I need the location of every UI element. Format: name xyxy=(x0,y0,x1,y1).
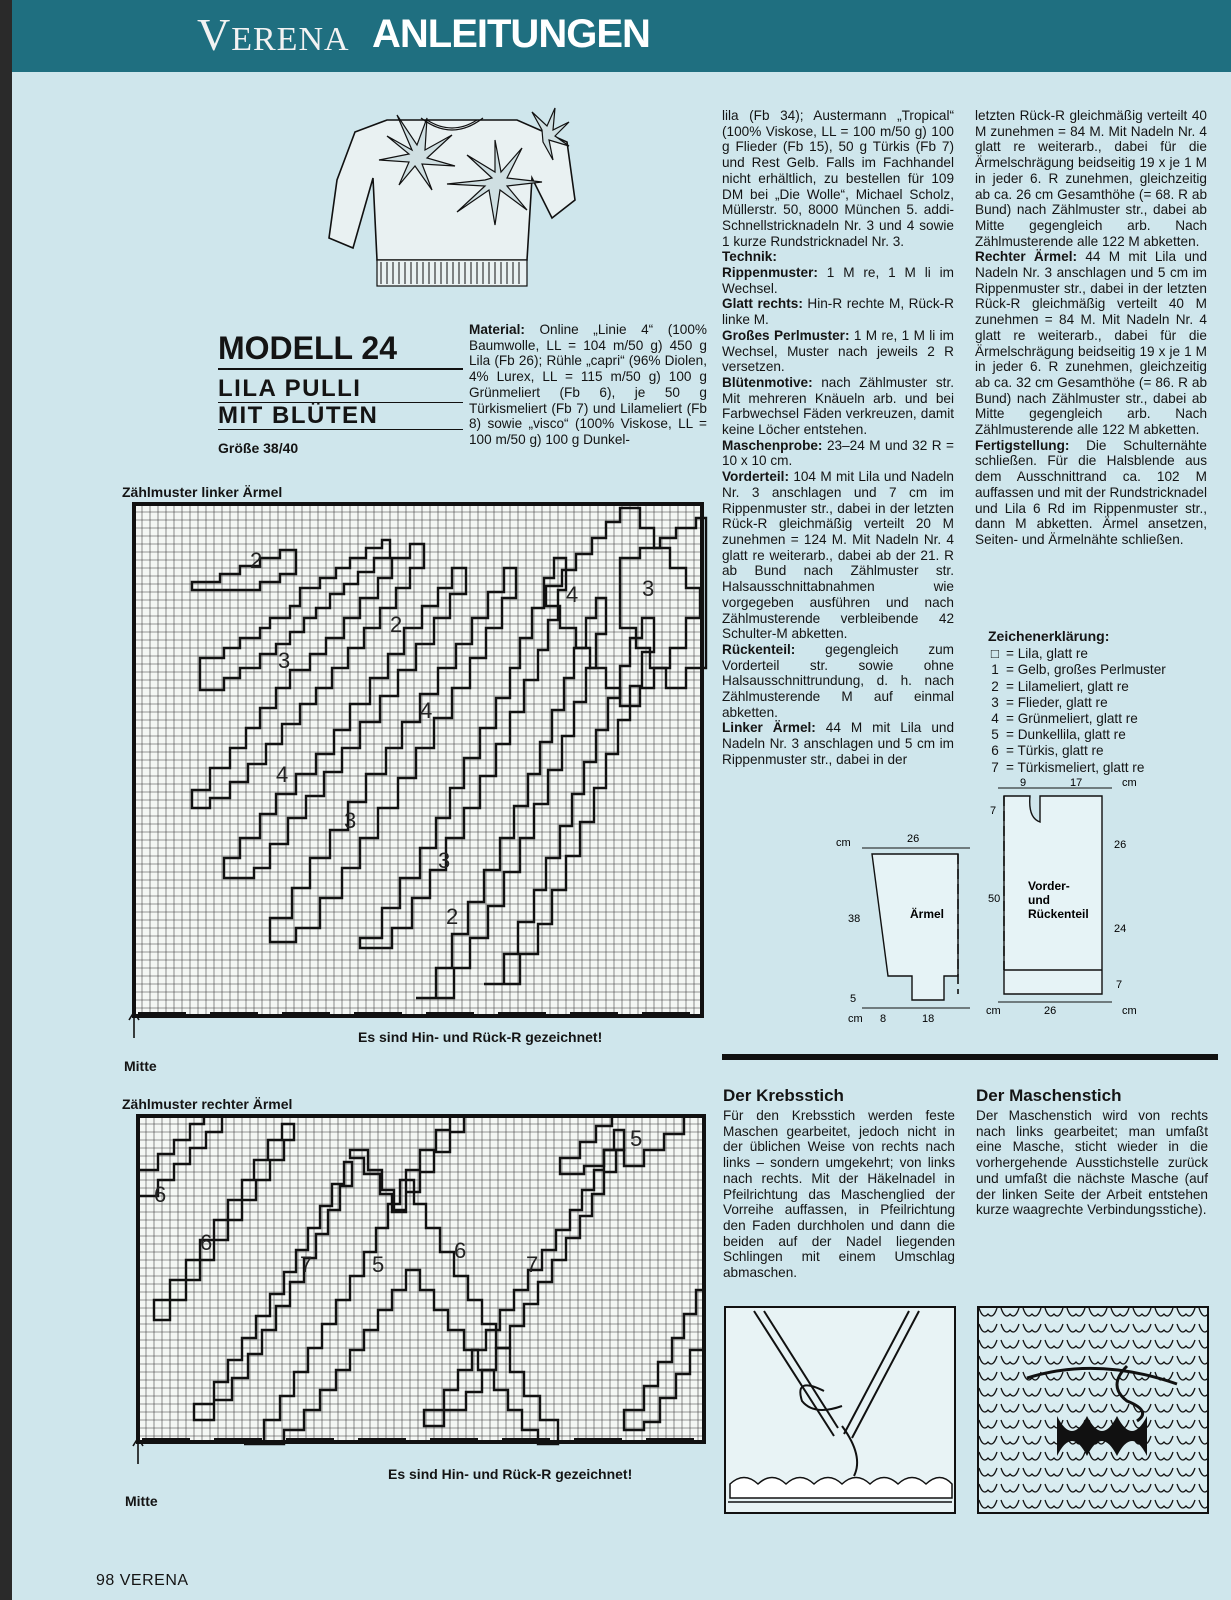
paragraph-heading: Vorderteil: xyxy=(722,469,789,485)
paragraph-text: 23–24 M und 32 R = 10 x 10 cm. xyxy=(722,437,954,469)
col2-paragraph xyxy=(722,296,954,327)
motif-color-label: 3 xyxy=(344,808,357,833)
section-divider xyxy=(722,1054,1218,1060)
chart-left-note: Es sind Hin- und Rück-R gezeichnet! xyxy=(358,1029,603,1045)
legend-item xyxy=(988,727,1166,743)
maschenstich-illustration xyxy=(977,1306,1209,1514)
motif-color-label: 7 xyxy=(526,1252,539,1277)
legend-text: = Türkis, glatt re xyxy=(1006,743,1104,759)
maschen-body: Der Maschenstich wird von rechts nach links gearbeitet; man umfaßt eine Masche, sticht wieder in die vorhergehende Ausstichstelle zurück und umfaßt die nächste Masche (auf der linken Seite der Arbeit entstehen kurze waagrechte Verbindungsstiche). xyxy=(976,1108,1208,1218)
legend-symbol: 5 xyxy=(991,727,999,743)
model-heading xyxy=(218,330,463,456)
model-title-line1: LILA PULLI xyxy=(218,376,463,403)
legend-item xyxy=(988,743,1166,759)
header-band xyxy=(12,0,1231,72)
paragraph-heading: Rechter Ärmel: xyxy=(975,249,1077,265)
chart-right-note: Es sind Hin- und Rück-R gezeichnet! xyxy=(388,1466,633,1482)
material-heading: Material: xyxy=(469,322,525,337)
motif-color-label: 3 xyxy=(278,648,291,673)
motif-color-label: 2 xyxy=(390,612,403,637)
sleeve-left-val: 38 xyxy=(848,913,861,925)
chart-left-center: Mitte xyxy=(124,1058,157,1074)
chart-right-center: Mitte xyxy=(125,1493,158,1509)
motif-color-label: 5 xyxy=(372,1252,385,1277)
paragraph-text: gegengleich zum Vorderteil str. sowie ohne Halsausschnittrundung, d. h. nach Zählmusterende M auf einmal abketten. xyxy=(722,641,954,720)
sleeve-cuff-val: 5 xyxy=(850,993,857,1005)
paragraph-heading: Großes Perlmuster: xyxy=(722,327,850,343)
paragraph-text: Hin-R rechte M, Rück-R linke M. xyxy=(722,296,954,328)
motif-color-label: 6 xyxy=(154,1182,167,1207)
body-top-b: 17 xyxy=(1070,777,1083,789)
motif-color-label: 4 xyxy=(276,762,289,787)
body-right-a: 26 xyxy=(1114,839,1127,851)
body-left-b: 50 xyxy=(988,893,1001,905)
body-bottom-unit-r: cm xyxy=(1122,1005,1137,1017)
maschen-title: Der Maschenstich xyxy=(976,1086,1122,1105)
legend-item xyxy=(988,679,1166,695)
model-title-line2: MIT BLÜTEN xyxy=(218,403,463,430)
body-schematic xyxy=(982,774,1152,1024)
krebs-body: Für den Krebsstich werden feste Maschen gearbeitet, jedoch nicht in der üblichen Weise von rechts nach links – sondern umgekehrt; von links nach rechts. Mit der Häkelnadel in Pfeilrichtung das Maschenglied der Vorreihe auffassen, in Pfeilrichtung den Faden durchholen und dann die beiden auf der Nadel liegenden Schlingen mit einem Umschlag abmaschen. xyxy=(723,1108,955,1281)
legend-text: = Dunkellila, glatt re xyxy=(1006,727,1126,743)
instructions-column-3 xyxy=(975,108,1207,548)
col2-paragraph xyxy=(722,642,954,721)
krebs-title: Der Krebsstich xyxy=(723,1086,844,1105)
body-left-a: 7 xyxy=(990,805,997,817)
paragraph-text: 1 M re, 1 M li im Wechsel, Muster nach jeweils 2 R versetzen. xyxy=(722,327,954,375)
col2-paragraph xyxy=(722,328,954,375)
sleeve-bottom-unit: cm xyxy=(848,1013,863,1025)
paragraph-text: 44 M mit Lila und Nadeln Nr. 3 anschlagen und 5 cm im Rippenmuster str., dabei in der xyxy=(722,720,955,767)
legend-text: = Flieder, glatt re xyxy=(1006,694,1108,710)
paragraph-heading: Technik: xyxy=(722,249,777,265)
page-footer xyxy=(96,1572,189,1590)
paragraph-heading: Rückenteil: xyxy=(722,641,796,657)
col2-paragraph xyxy=(722,720,954,767)
paragraph-text: Die Schulternähte schließen. Für die Halsblende aus dem Ausschnittrand ca. 102 M auffassen und mit der Rundstricknadel und Lila 6 Rd im Rippenmuster str., dann M abketten. Ärmel ansetzen, Seiten- und Ärmelnähte schließen. xyxy=(975,437,1207,547)
sleeve-bottom-a: 8 xyxy=(880,1013,887,1025)
motif-color-label: 6 xyxy=(454,1238,467,1263)
legend-symbol: 6 xyxy=(991,743,999,759)
body-right-b: 24 xyxy=(1114,923,1127,935)
legend-symbol: 7 xyxy=(991,759,999,775)
sleeve-top-unit: cm xyxy=(836,837,851,849)
magazine-page xyxy=(12,0,1231,1600)
legend-text: = Lila, glatt re xyxy=(1006,646,1088,662)
motif-color-label: 3 xyxy=(438,848,451,873)
chart-right-title: Zählmuster rechter Ärmel xyxy=(122,1096,293,1112)
body-right-c: 7 xyxy=(1116,979,1123,991)
legend-symbol: 4 xyxy=(991,711,999,727)
paragraph-text: 104 M mit Lila und Nadeln Nr. 3 anschlagen und 7 cm im Rippenmuster str., dabei in der letzten Rück-R gleichmäßig verteilt 20 M zunehmen = 124 M. Mit Nadeln Nr. 4 glatt re weiterarb., dabei ab der 21. R ab Bund nach Zählmuster str. Halsausschnittabnahmen wie vorgegeben ausführen und nach Zählmusterende verbleibende 42 Schulter-M abketten. xyxy=(722,469,954,642)
legend-text: = Lilameliert, glatt re xyxy=(1006,678,1129,694)
motif-color-label: 7 xyxy=(300,1252,313,1277)
legend-text: = Grünmeliert, glatt re xyxy=(1006,711,1138,727)
body-top-a: 9 xyxy=(1020,777,1027,789)
col3-paragraph xyxy=(975,108,1207,249)
legend-item xyxy=(988,711,1166,727)
sleeve-label: Ärmel xyxy=(910,907,945,921)
material-text: Online „Linie 4“ (100% Baumwolle, LL = 104 m/50 g) 450 g Lila (Fb 26); Rühle „capri“ (96% Diolen, 4% Lurex, LL = 115 m/50 g) 100 g Grünmeliert (Fb 6), je 50 g Türkismeliert (Fb 7) und Lilameliert (Fb 8) sowie „visco“ (100% Viskose, LL = 100 m/50 g) 100 g Dunkel- xyxy=(469,322,707,447)
legend-item xyxy=(988,646,1166,662)
body-bottom-val: 26 xyxy=(1044,1005,1057,1017)
body-label-1: Vorder- xyxy=(1028,879,1070,893)
paragraph-heading: Linker Ärmel: xyxy=(722,720,816,736)
motif-color-label: 3 xyxy=(642,576,655,601)
krebsstich-illustration xyxy=(724,1306,956,1514)
col3-paragraph xyxy=(975,438,1207,548)
col2-paragraph xyxy=(722,438,954,469)
legend-symbol: 1 xyxy=(991,662,999,678)
brand-logo xyxy=(197,8,350,61)
body-top-unit: cm xyxy=(1122,777,1137,789)
chart-left-title: Zählmuster linker Ärmel xyxy=(122,484,283,500)
material-column xyxy=(469,322,707,448)
sweater-illustration xyxy=(317,100,587,296)
legend xyxy=(988,628,1166,776)
chart-left-grid xyxy=(120,498,712,1038)
legend-item xyxy=(988,695,1166,711)
legend-symbol: 3 xyxy=(991,694,999,710)
sleeve-top-val: 26 xyxy=(907,833,920,845)
legend-list xyxy=(988,646,1166,776)
paragraph-text: lila (Fb 34); Austermann „Tropical“ (100% Viskose, LL = 100 m/50 g) 100 g Flieder (Fb 15), 50 g Türkis (Fb 7) und Rest Gelb. Falls im Fachhandel nicht erhältlich, zu bestellen für 109 DM bei „Die Wolle“, Michael Scholz, Müllerstr. 50, 8000 München 5. addi-Schnellstricknadeln Nr. 3 und 4 sowie 1 kurze Rundstricknadel Nr. 3. xyxy=(722,108,954,249)
col2-paragraph xyxy=(722,469,954,642)
motif-color-label: 6 xyxy=(200,1230,213,1255)
brand-rest: ERENA xyxy=(231,21,350,58)
paragraph-heading: Blütenmotive: xyxy=(722,374,813,390)
legend-text: = Gelb, großes Perlmuster xyxy=(1006,662,1166,678)
brand-initial: V xyxy=(197,9,232,60)
legend-symbol: □ xyxy=(990,646,1000,662)
col3-paragraph xyxy=(975,249,1207,437)
sleeve-schematic xyxy=(832,826,982,1026)
krebs-text xyxy=(723,1108,955,1281)
body-bottom-unit-l: cm xyxy=(986,1005,1001,1017)
paragraph-text: 1 M re, 1 M li im Wechsel. xyxy=(722,265,954,296)
footer-brand: VERENA xyxy=(119,1572,189,1589)
legend-text: = Türkismeliert, glatt re xyxy=(1006,759,1145,775)
paragraph-text: letzten Rück-R gleichmäßig verteilt 40 M zunehmen = 84 M. Mit Nadeln Nr. 4 glatt re weiterarb., dabei für die Ärmelschrägung beidseitig 19 x je 1 M in jeder 6. R zunehmen, gleichzeitig ab ca. 26 cm Gesamthöhe (= 68. R ab Bund) nach Zählmuster str., dabei ab Mitte gegengleich arb. Nach Zählmusterende alle 122 M abketten. xyxy=(975,108,1207,249)
motif-color-label: 5 xyxy=(630,1126,643,1151)
body-label-2: und xyxy=(1028,893,1050,907)
col2-paragraph xyxy=(722,249,954,265)
maschen-text xyxy=(976,1108,1208,1218)
sleeve-bottom-b: 18 xyxy=(922,1013,935,1025)
motif-color-label: 4 xyxy=(566,582,579,607)
paragraph-heading: Maschenprobe: xyxy=(722,437,823,453)
col2-paragraph xyxy=(722,265,954,296)
paragraph-heading: Rippenmuster: xyxy=(722,265,818,281)
motif-color-label: 4 xyxy=(420,698,433,723)
instructions-column-2 xyxy=(722,108,954,768)
page-number: 98 xyxy=(96,1572,115,1589)
paragraph-heading: Fertigstellung: xyxy=(975,437,1070,453)
motif-color-label: 2 xyxy=(446,904,459,929)
paragraph-heading: Glatt rechts: xyxy=(722,296,803,312)
legend-symbol: 2 xyxy=(991,678,999,694)
legend-title: Zeichenerklärung: xyxy=(988,628,1110,644)
section-title: ANLEITUNGEN xyxy=(372,12,650,56)
model-number: MODELL 24 xyxy=(218,330,463,370)
col2-paragraph xyxy=(722,375,954,438)
chart-right-grid xyxy=(124,1110,714,1464)
legend-item xyxy=(988,662,1166,678)
model-size: Größe 38/40 xyxy=(218,440,299,456)
motif-color-label: 2 xyxy=(250,548,263,573)
paragraph-text: nach Zählmuster str. Mit mehreren Knäueln arb. und bei Farbwechsel Fäden verkreuzen, damit keine Löcher entstehen. xyxy=(722,374,954,438)
body-label-3: Rückenteil xyxy=(1028,907,1089,921)
paragraph-text: 44 M mit Lila und Nadeln Nr. 3 anschlagen und 5 cm im Rippenmuster str., dabei in der letzten Rück-R gleichmäßig verteilt 40 M zunehmen = 84 M. Mit Nadeln Nr. 4 glatt re weiterarb., dabei für die Ärmelschrägung beidseitig 19 x je 1 M in jeder 6. R zunehmen, gleichzeitig ab ca. 32 cm Gesamthöhe (= 86. R ab Bund) nach Zählmuster str., dabei ab Mitte gegengleich arb. Nach Zählmusterende alle 122 M abketten. xyxy=(975,249,1208,438)
col2-paragraph xyxy=(722,108,954,249)
